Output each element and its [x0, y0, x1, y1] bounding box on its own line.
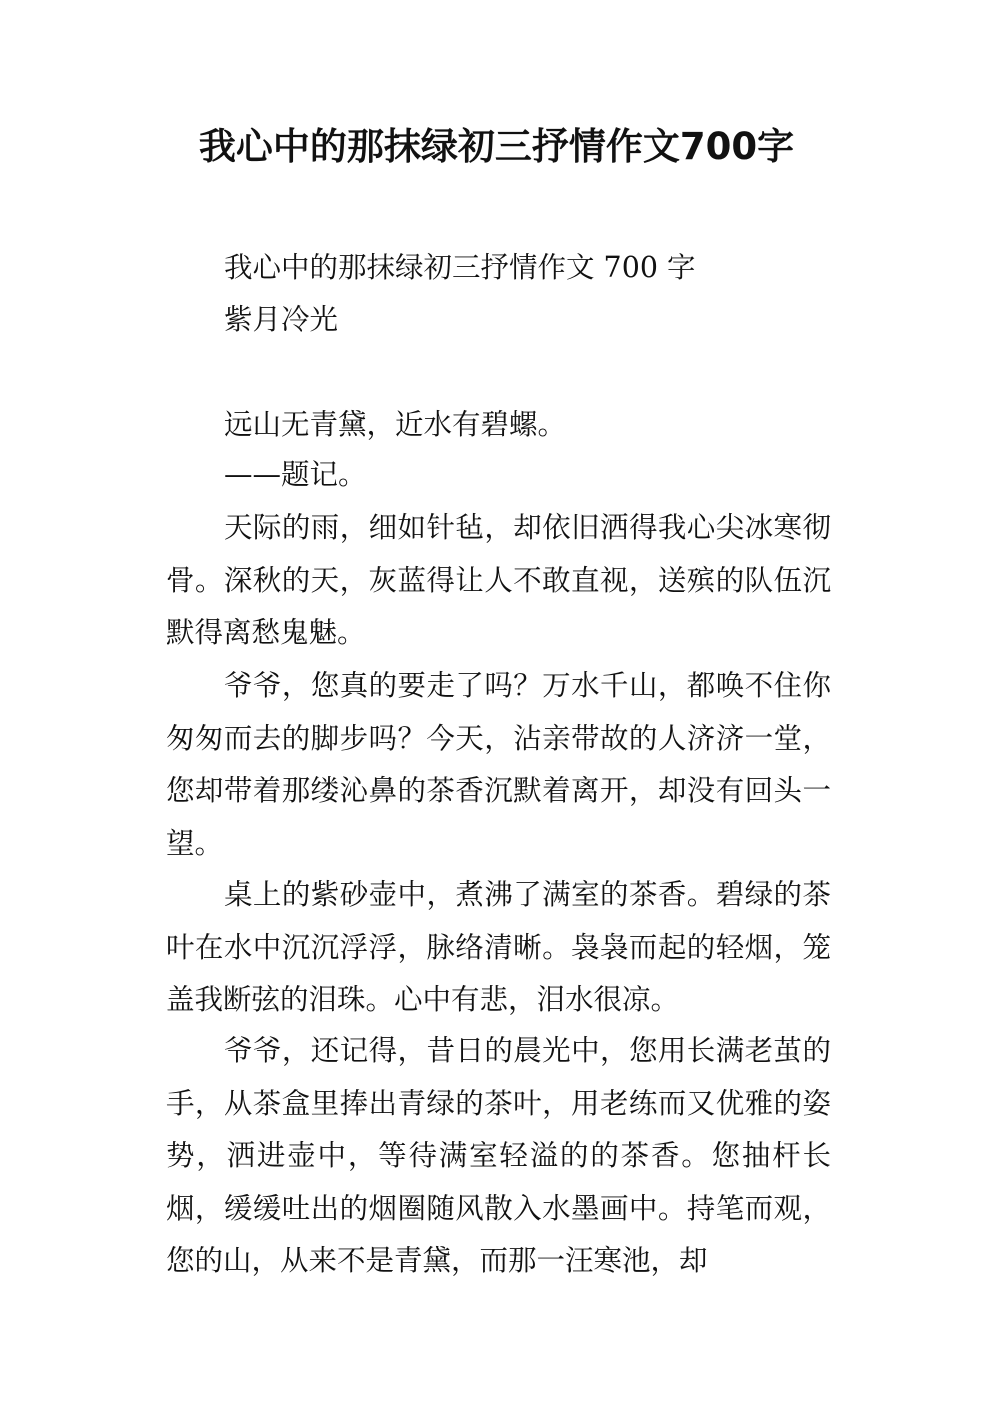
epigraph-note: ——题记。 [224, 458, 367, 491]
document-author: 紫月冷光 [224, 303, 339, 336]
paragraph: 天际的雨，细如针毡，却依旧洒得我心尖冰寒彻骨。深秋的天，灰蓝得让人不敢直视，送殡的队伍沉默得离愁鬼魅。 [166, 511, 831, 649]
document-title: 我心中的那抹绿初三抒情作文700字 [198, 125, 795, 168]
paragraph: 爷爷，还记得，昔日的晨光中，您用长满老茧的手，从茶盒里捧出青绿的茶叶，用老练而又优雅的姿势，洒进壶中，等待满室轻溢的的茶香。您抽杆长烟，缓缓吐出的烟圈随风散入水墨画中。持笔而观，您的山，从来不是青黛，而那一汪寒池，却 [166, 1034, 831, 1277]
paragraph: 桌上的紫砂壶中，煮沸了满室的茶香。碧绿的茶叶在水中沉沉浮浮，脉络清晰。袅袅而起的轻烟，笼盖我断弦的泪珠。心中有悲，泪水很凉。 [166, 878, 831, 1016]
document-subtitle: 我心中的那抹绿初三抒情作文 700 字 [224, 251, 696, 284]
epigraph: 远山无青黛，近水有碧螺。 [224, 408, 567, 441]
paragraph: 爷爷，您真的要走了吗？万水千山，都唤不住你匆匆而去的脚步吗？今天，沾亲带故的人济济一堂，您却带着那缕沁鼻的茶香沉默着离开，却没有回头一望。 [166, 669, 831, 860]
